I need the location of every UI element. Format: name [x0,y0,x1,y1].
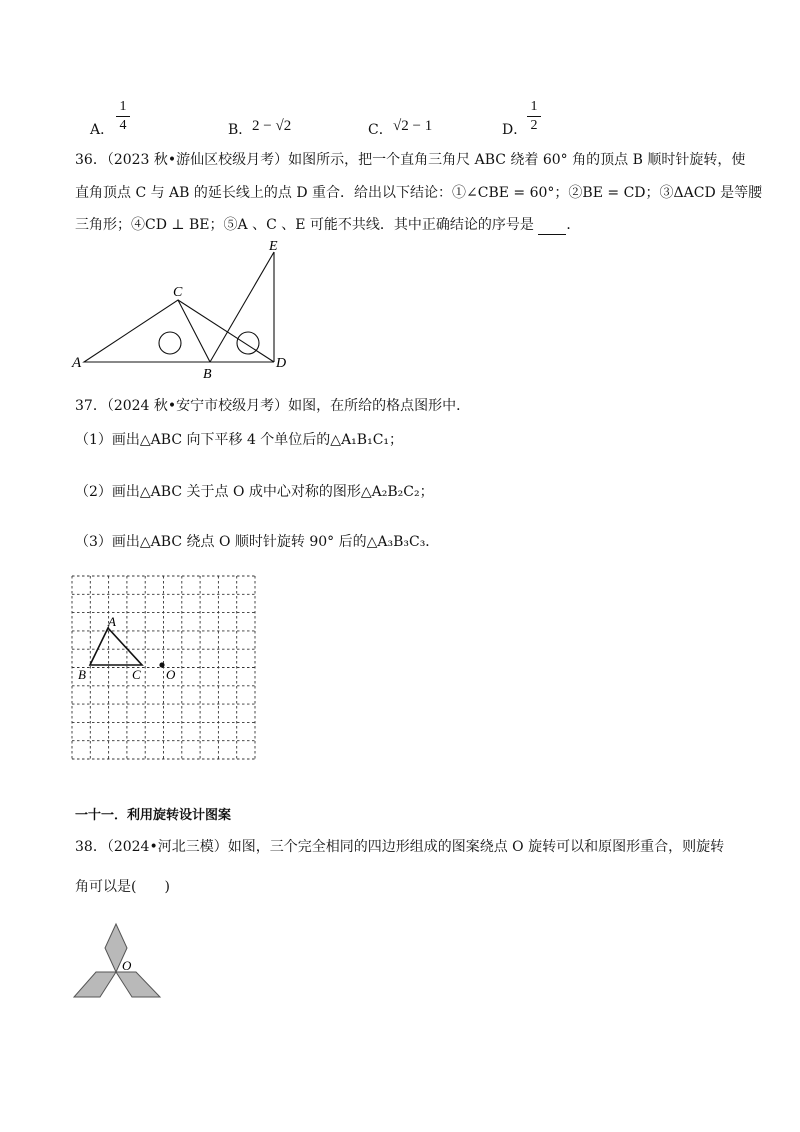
q36-line3-end: ． [566,217,581,233]
section-heading: 一十一．利用旋转设计图案 [75,808,232,823]
option-c-value: √2 − 1 [393,118,433,134]
triangle-abc [84,300,210,362]
q36-line3 [75,215,580,235]
ruler-hole-left [159,332,181,354]
rhombus-label-o: O [122,958,132,973]
point-o [159,662,164,667]
q37-grid-figure [70,574,260,760]
option-c-label: C． [368,122,393,138]
q36-triangle-figure [60,235,300,380]
lattice-grid [72,576,255,759]
option-a-label: A． [90,122,115,138]
label-b: B [203,367,212,380]
q38-line2: 角可以是( ) [75,879,170,895]
option-b-label: B． [228,122,253,138]
rhombus-left [74,972,116,997]
grid-label-b: B [78,667,86,682]
option-d-denominator: 2 [530,118,538,133]
q37-part2: （2）画出△ABC 关于点 O 成中心对称的图形△A₂B₂C₂； [75,484,434,500]
q36-line1: 36．（2023 秋•游仙区校级月考）如图所示，把一个直角三角尺 ABC 绕着 60° 角的顶点 B 顺时针旋转，使 [75,152,746,168]
grid-label-a: A [108,614,116,629]
option-a-fraction [116,100,130,133]
option-b-value: 2 − √2 [252,118,292,134]
label-e: E [269,239,278,254]
q38-line1: 38．（2024•河北三模）如图，三个完全相同的四边形组成的图案绕点 O 旋转可以和原图形重合，则旋转 [75,839,725,855]
option-d-label: D． [502,122,528,138]
label-d: D [276,356,287,371]
option-a-numerator: 1 [119,99,127,114]
q37-line1: 37．（2024 秋•安宁市校级月考）如图，在所给的格点图形中． [75,398,471,414]
triangle-abc-grid [90,628,142,665]
q36-line3-text: 三角形；④CD ⊥ BE；⑤A 、C 、E 可能不共线．其中正确结论的序号是 [75,217,534,233]
rhombus-right [116,972,160,997]
segment-cd [178,300,274,362]
option-d-fraction [527,100,541,133]
option-d-numerator: 1 [530,99,538,114]
option-a-denominator: 4 [119,118,127,133]
answer-blank[interactable] [538,220,566,235]
q36-line2: 直角顶点 C 与 AB 的延长线上的点 D 重合．给出以下结论：①∠CBE = 60°；②BE = CD；③ΔACD 是等腰 [75,185,763,201]
q37-part3: （3）画出△ABC 绕点 O 顺时针旋转 90° 后的△A₃B₃C₃． [75,534,440,550]
q38-rhombus-figure [70,920,170,1002]
label-c: C [173,285,183,300]
ruler-hole-right [237,332,259,354]
grid-label-o: O [166,667,176,682]
segment-be [210,252,274,362]
grid-label-c: C [132,667,141,682]
q37-part1: （1）画出△ABC 向下平移 4 个单位后的△A₁B₁C₁； [75,432,404,448]
label-a: A [72,355,82,371]
